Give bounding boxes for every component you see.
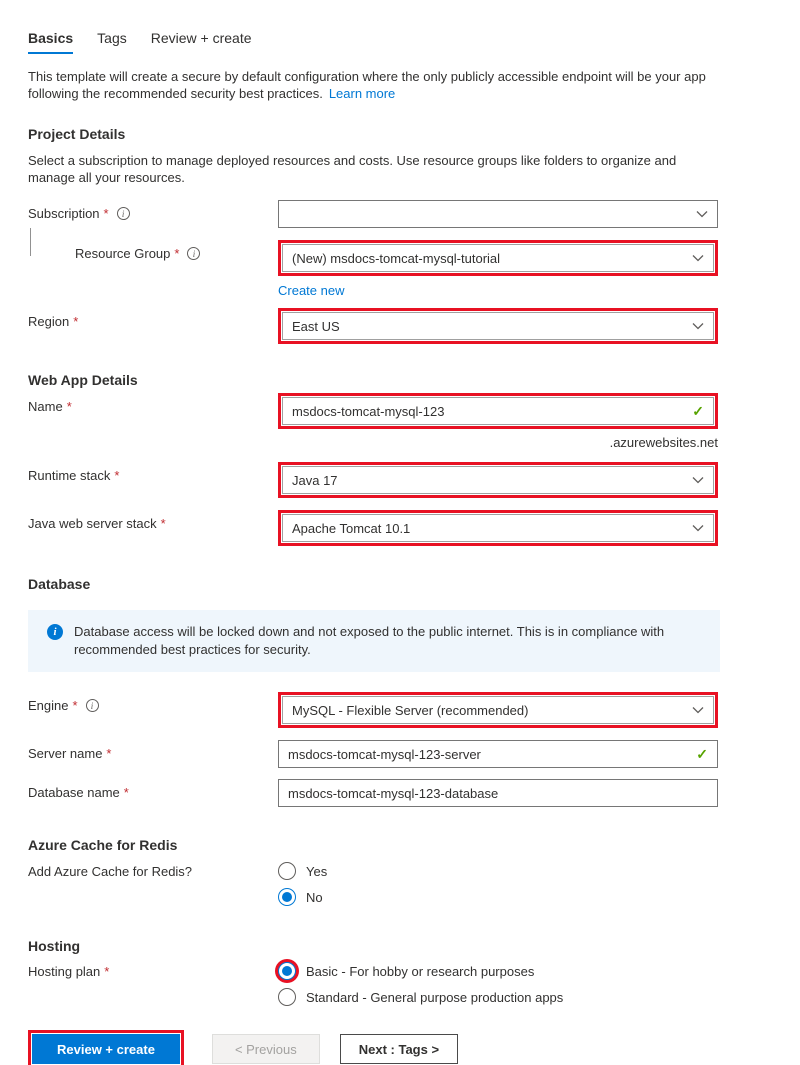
info-filled-icon: i [47,624,63,640]
java-web-server-stack-value: Apache Tomcat 10.1 [292,520,411,536]
engine-dropdown[interactable] [282,696,714,724]
valid-check-icon: ✓ [696,745,708,762]
hosting-plan-row [28,958,772,1006]
region-label: Region * [28,314,79,329]
region-dropdown[interactable] [282,312,714,340]
project-details-description: Select a subscription to manage deployed resources and costs. Use resource groups like folders to organize and manage all your resources. [28,153,677,185]
wizard-tabs [28,30,772,54]
radio-unselected-icon[interactable] [278,862,296,880]
required-asterisk: * [174,246,180,261]
red-highlight-box [278,462,718,498]
resource-group-label: Resource Group * i [28,240,278,261]
tab-review-create[interactable]: Review + create [150,30,252,46]
required-asterisk: * [160,516,166,531]
chevron-down-icon [692,254,704,262]
chevron-down-icon [692,524,704,532]
redis-option-no[interactable] [278,888,718,906]
hosting-plan-label: Hosting plan * [28,964,110,979]
runtime-stack-row [28,462,772,498]
previous-button[interactable]: < Previous [212,1034,320,1064]
hosting-option-basic[interactable] [278,962,718,980]
name-input[interactable] [282,397,714,425]
engine-row [28,692,772,728]
server-name-row [28,740,772,768]
server-name-label: Server name * [28,746,112,761]
required-asterisk: * [114,468,120,483]
redis-option-yes[interactable] [278,862,718,880]
runtime-stack-label: Runtime stack * [28,468,120,483]
intro-text [28,68,720,102]
required-asterisk: * [73,314,79,329]
java-web-server-stack-dropdown[interactable] [282,514,714,542]
required-asterisk: * [103,206,109,221]
radio-selected-highlighted-icon[interactable] [278,962,296,980]
resource-group-dropdown[interactable] [282,244,714,272]
redis-heading: Azure Cache for Redis [28,837,178,853]
region-value: East US [292,318,340,334]
valid-check-icon: ✓ [692,402,704,419]
banner-text: Database access will be locked down and not exposed to the public internet. This is in compliance with recommended best practices for security. [74,624,665,657]
web-app-details-heading: Web App Details [28,372,138,388]
intro-description: This template will create a secure by default configuration where the only publicly accessible endpoint will be your app following the recommended security best practices. [28,69,706,101]
java-web-server-stack-label: Java web server stack * [28,516,166,531]
required-asterisk: * [106,746,112,761]
subscription-dropdown[interactable] [278,200,718,228]
red-highlight-box [278,240,718,276]
chevron-down-icon [692,476,704,484]
required-asterisk: * [123,785,129,800]
database-name-value: msdocs-tomcat-mysql-123-database [288,785,499,801]
learn-more-link[interactable]: Learn more [328,86,396,101]
database-info-banner [28,610,720,672]
tab-tags[interactable]: Tags [97,30,127,46]
database-name-row [28,779,772,807]
required-asterisk: * [66,399,72,414]
radio-selected-icon[interactable] [278,888,296,906]
required-asterisk: * [72,698,78,713]
name-row [28,393,772,450]
chevron-down-icon [692,706,704,714]
redis-option-no-label: No [306,889,323,905]
name-label: Name * [28,399,72,414]
database-heading: Database [28,576,91,592]
redis-option-yes-label: Yes [306,863,328,879]
subscription-label: Subscription * i [28,200,278,221]
engine-label: Engine * i [28,692,278,713]
hosting-option-standard[interactable] [278,988,718,1006]
hosting-heading: Hosting [28,938,81,954]
resource-group-row [28,240,772,298]
hosting-option-basic-label: Basic - For hobby or research purposes [306,963,535,979]
create-new-link[interactable]: Create new [278,283,345,298]
server-name-value: msdocs-tomcat-mysql-123-server [288,746,481,762]
resource-group-value: (New) msdocs-tomcat-mysql-tutorial [292,250,501,266]
subscription-row [28,200,772,228]
info-icon[interactable]: i [117,207,130,220]
info-icon[interactable]: i [86,699,99,712]
runtime-stack-dropdown[interactable] [282,466,714,494]
runtime-stack-value: Java 17 [292,472,338,488]
redis-question-row [28,858,772,906]
chevron-down-icon [696,210,708,218]
red-highlight-box [278,308,718,344]
server-name-input[interactable] [278,740,718,768]
name-value: msdocs-tomcat-mysql-123 [292,403,445,419]
review-create-button[interactable]: Review + create [32,1034,180,1064]
wizard-footer [28,1034,772,1064]
required-asterisk: * [104,964,110,979]
next-tags-button[interactable]: Next : Tags > [340,1034,458,1064]
engine-value: MySQL - Flexible Server (recommended) [292,702,529,718]
java-web-server-stack-row [28,510,772,546]
hosting-option-standard-label: Standard - General purpose production apps [306,989,564,1005]
info-icon[interactable]: i [187,247,200,260]
database-name-input[interactable] [278,779,718,807]
database-name-label: Database name * [28,785,129,800]
red-highlight-box [278,393,718,429]
red-highlight-box [278,692,718,728]
redis-radio-group [278,858,718,906]
indent-line [30,228,31,256]
radio-unselected-icon[interactable] [278,988,296,1006]
region-row [28,308,772,344]
tab-basics[interactable]: Basics [28,30,73,54]
red-highlight-box [278,510,718,546]
project-details-heading: Project Details [28,126,126,142]
chevron-down-icon [692,322,704,330]
domain-suffix: .azurewebsites.net [609,435,718,450]
hosting-radio-group [278,958,718,1006]
redis-question-label: Add Azure Cache for Redis? [28,864,193,879]
